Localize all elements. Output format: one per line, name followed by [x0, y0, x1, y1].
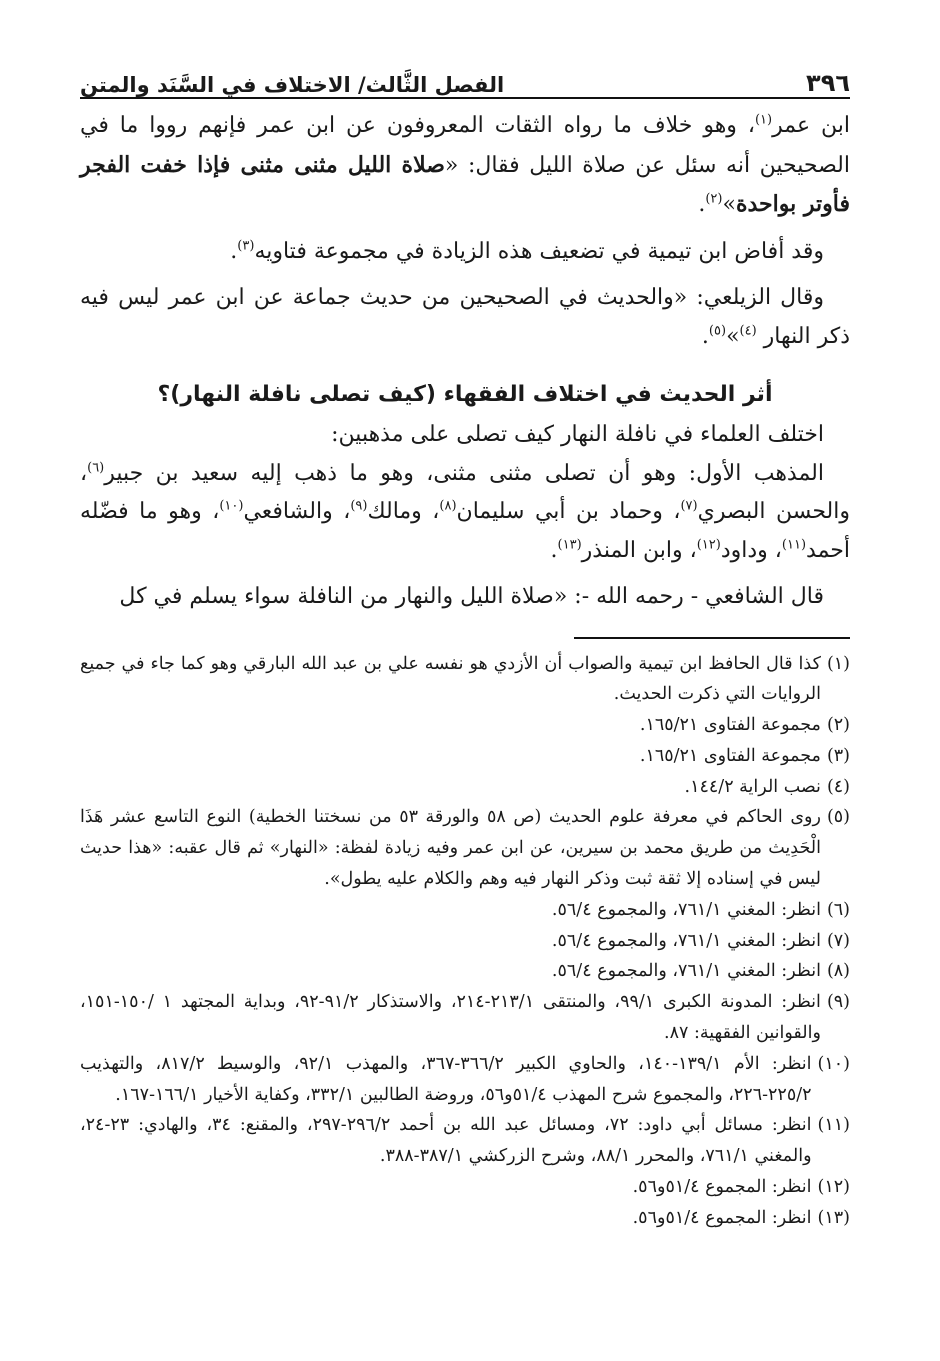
footnote-text: نصب الراية ١٤٤/٢. [684, 776, 821, 797]
footnote-number: (٩) [826, 992, 850, 1013]
main-text [80, 107, 850, 617]
text-run: ، وابن المنذر [581, 537, 697, 563]
footnote-text: روى الحاكم في معرفة علوم الحديث (ص ٥٨ والورقة ٥٣ من نسختنا الخطية) النوع التاسع عشر هَذَا الْحَدِيث من طريق محمد بن سيرين، عن ابن عمر وفيه زيادة لفظة: «النهار» ثم قال عقبه: «هذا حديث ليس في إسناده إلا ثقة ثبت وذكر النهار فيه وهم والكلام عليه يطول». [80, 807, 821, 890]
footnote-text: انظر: المجموع ٥١/٤و٥٦. [632, 1177, 812, 1198]
footnote-separator [574, 637, 850, 639]
footnote-text: انظر: المغني ٧٦١/١، والمجموع ٥٦/٤. [551, 930, 821, 951]
text-run: ، وهو خلاف ما رواه الثقات المعروفون عن ابن عمر فإنهم رووا ما في الصحيحين أنه سئل عن صلاة الليل فقال: « [80, 113, 850, 178]
footnote [80, 1172, 850, 1203]
footnote-ref[interactable]: (١٣) [557, 537, 582, 553]
footnote-number: (١) [826, 653, 850, 674]
paragraph [80, 455, 850, 571]
text-run: ، وهو ما فضّله أحمد [80, 499, 850, 563]
hadith-quote: صلاة الليل مثنى مثنى فإذا خفت الفجر فأوتر بواحدة [80, 151, 850, 217]
footnote-ref[interactable]: (٦) [87, 460, 105, 476]
text-run: ، ومالك [367, 499, 440, 524]
footnote [80, 895, 850, 926]
text-run: » [722, 192, 736, 217]
footnote-ref[interactable]: (٢) [705, 191, 723, 207]
footnote [80, 649, 850, 711]
footnote [80, 710, 850, 741]
text-run: . [230, 238, 238, 264]
footnote [80, 772, 850, 803]
footnote-text: انظر: المجموع ٥١/٤و٥٦. [632, 1207, 812, 1228]
footnote-ref[interactable]: (١١) [781, 537, 807, 553]
paragraph: اختلف العلماء في نافلة النهار كيف تصلى على مذهبين: [331, 422, 824, 447]
text-run: . [701, 323, 709, 349]
footnote-text: مجموعة الفتاوى ١٦٥/٢١. [639, 745, 821, 766]
footnote-text: كذا قال الحافظ ابن تيمية والصواب أن الأزدي هو نفسه علي بن عبد الله البارقي وهو كما جاء في جميع الروايات التي ذكرت الحديث. [80, 653, 821, 705]
paragraph [80, 107, 850, 225]
footnote-number: (٤) [826, 776, 850, 797]
footnote-number: (١٣) [817, 1207, 850, 1228]
running-title: الفصل الثَّالث/ الاختلاف في السَّنَد والمتن [80, 73, 505, 97]
paragraph: قال الشافعي - رحمه الله -: «صلاة الليل والنهار من النافلة سواء يسلم في كل [119, 584, 824, 609]
footnote [80, 1203, 850, 1234]
footnote-ref[interactable]: (٣) [237, 238, 255, 254]
text-run: » [726, 323, 740, 349]
footnote-ref[interactable]: (٧) [680, 498, 698, 514]
footnote-text: انظر: المغني ٧٦١/١، والمجموع ٥٦/٤. [551, 899, 821, 920]
footnote [80, 741, 850, 772]
footnote [80, 987, 850, 1049]
paragraph [80, 233, 850, 272]
footnote-ref[interactable]: (٩) [350, 498, 368, 514]
paragraph [80, 279, 850, 356]
footnote [80, 802, 850, 894]
footnote [80, 956, 850, 987]
footnote [80, 1049, 850, 1111]
text-run: ابن عمر [772, 113, 850, 138]
text-run: ، والشافعي [243, 499, 351, 524]
footnote-number: (٣) [826, 745, 850, 766]
section-heading: أثر الحديث في اختلاف الفقهاء (كيف تصلى نافلة النهار)؟ [157, 382, 773, 407]
footnote-text: انظر: مسائل أبي داود: ٧٢، ومسائل عبد الله بن أحمد ٢٩٦/٢-٢٩٧، والمقنع: ٣٤، والهادي: ٢٣-٢٤، والمغني ٧٦١/١، والمحرر ٨٨/١، وشرح الزركشي ٣٨٧/١-٣٨٨. [80, 1115, 812, 1167]
footnote-number: (٢) [826, 715, 850, 736]
footnote-text: انظر: الأم ١٣٩/١-١٤٠، والحاوي الكبير ٣٦٦/٢-٣٦٧، والمهذب ٩٢/١، والوسيط ٨١٧/٢، والتهذيب ٢٢٥/٢-٢٢٦، والمجموع شرح المهذب ٥١/٤و٥٦، وروضة الطالبين ٣٣٢/١، وكفاية الأخيار ١٦٦/١-١٦٧. [80, 1053, 812, 1105]
footnote-ref[interactable]: (٤) [739, 323, 757, 339]
footnote [80, 926, 850, 957]
footnote-text: انظر: المدونة الكبرى ٩٩/١، والمنتقى ٢١٣/١-٢١٤، والاستذكار ٩١/٢-٩٢، وبداية المجتهد ١ /١٥٠-١٥١، والقوانين الفقهية: ٨٧. [80, 992, 821, 1044]
footnote-number: (١٠) [817, 1053, 850, 1074]
text-run: ، والحسن البصري [80, 460, 850, 524]
text-run: المذهب الأول: وهو أن تصلى مثنى مثنى، وهو ما ذهب إليه سعيد بن جبير [104, 460, 824, 486]
footnote [80, 1110, 850, 1172]
footnote-ref[interactable]: (٨) [439, 498, 457, 514]
page-number: ٣٩٦ [806, 69, 850, 97]
footnote-number: (١١) [817, 1115, 850, 1136]
footnote-number: (١٢) [817, 1177, 850, 1198]
book-page [80, 55, 850, 1234]
page-header [80, 55, 850, 99]
footnotes [80, 649, 850, 1234]
text-run: وقال الزيلعي: «والحديث في الصحيحين من حديث جماعة عن ابن عمر ليس فيه ذكر النهار [80, 285, 850, 349]
footnote-number: (٥) [826, 807, 850, 828]
footnote-ref[interactable]: (١) [754, 112, 773, 128]
footnote-number: (٧) [826, 930, 850, 951]
footnote-number: (٨) [826, 961, 850, 982]
text-run: ، وحماد بن أبي سليمان [456, 499, 681, 524]
footnote-text: مجموعة الفتاوى ١٦٥/٢١. [639, 715, 821, 736]
text-run: . [698, 192, 706, 217]
footnote-ref[interactable]: (٥) [708, 323, 727, 339]
text-run: ، وداود [720, 537, 782, 563]
text-run: . [550, 537, 558, 563]
footnote-ref[interactable]: (١٠) [219, 498, 244, 514]
footnote-number: (٦) [826, 899, 850, 920]
text-run: وقد أفاض ابن تيمية في تضعيف هذه الزيادة في مجموعة فتاويه [254, 238, 824, 264]
footnote-ref[interactable]: (١٢) [696, 537, 721, 553]
footnote-text: انظر: المغني ٧٦١/١، والمجموع ٥٦/٤. [551, 961, 821, 982]
